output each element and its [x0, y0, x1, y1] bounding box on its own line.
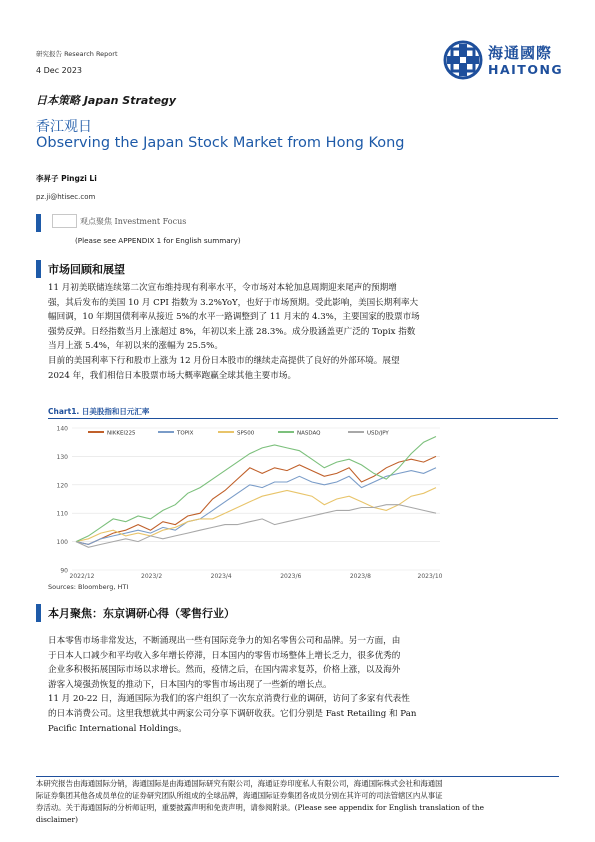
paragraph-line: 日本零售市场非常发达，不断涌现出一些有国际竞争力的知名零售公司和品牌。另一方面，由 [48, 636, 401, 646]
paragraph-line: 企业多积极拓展国际市场以求增长。然而，疫情之后，在国内需求复苏，价格上涨，以及海外 [48, 665, 401, 676]
x-tick-label: 2023/6 [280, 573, 302, 580]
legend-label: SP500 [237, 430, 255, 437]
series-line [76, 437, 436, 542]
disclaimer-line: 际证券集团其他各成员单位的证券研究团队所组成的全球品牌，海通国际证券集团各成员分别在其许可的司法管辖区内从事证 [36, 791, 443, 800]
series-line [76, 488, 436, 542]
section-body-review [48, 281, 558, 383]
author-name: 李昇子 Pingzi Li [36, 174, 97, 183]
paragraph-line: 11 月初美联储连续第二次宣布维持现有利率水平，令市场对本轮加息周期迎来尾声的预期增 [48, 283, 397, 293]
y-tick-label: 110 [56, 510, 68, 518]
legend-label: USD/JPY [367, 430, 389, 437]
disclaimer-line: disclaimer) [36, 815, 78, 824]
section-body-focus [48, 634, 558, 736]
y-tick-label: 90 [60, 567, 68, 575]
section-title-review: 市场回顾和展望 [48, 263, 125, 276]
title-cn: 香江观日 [36, 119, 92, 135]
logo-text-cn: 海通國際 [488, 44, 553, 62]
x-tick-label: 2023/2 [141, 573, 163, 580]
report-type: 研究报告 Research Report [36, 50, 118, 58]
x-tick-label: 2023/10 [417, 573, 443, 580]
disclaimer-line: 本研究报告由海通国际分销，海通国际是由海通国际研究有限公司，海通证券印度私人有限公司，海通国际株式会社和海通国 [36, 779, 443, 788]
chart-title-rule [48, 418, 558, 419]
paragraph-line: 当月上涨 5.4%，年初以来的涨幅为 25.5%。 [48, 341, 223, 352]
disclaimer [36, 778, 559, 826]
paragraph-line: 游客入境强劲恢复的推动下，日本国内的零售市场出现了一些新的增长点。 [48, 679, 332, 690]
logo-text-en: HAITONG [488, 62, 564, 77]
paragraph-line: 强，其后发布的美国 10 月 CPI 指数为 3.2%YoY，也好于市场预期。受此影响，美国长期利率大 [48, 297, 419, 308]
focus-marker [36, 214, 41, 232]
paragraph-line: 目前的美国利率下行和股市上涨为 12 月份日本股市的继续走高提供了良好的外部环境。展望 [48, 355, 400, 366]
series-line [76, 456, 436, 544]
legend-label: NASDAQ [297, 430, 321, 437]
paragraph-line: 2024 年，我们相信日本股票市场大概率跑赢全球其他主要市场。 [48, 370, 297, 381]
y-tick-label: 140 [56, 425, 68, 433]
x-tick-label: 2023/8 [349, 573, 371, 580]
paragraph-line: 幅回调，10 年期国债利率从接近 5%的水平一路调整到了 11 月末的 4.3%，主要国家的股票市场 [48, 312, 420, 323]
chart-title: Chart1. 日美股指和日元汇率 [48, 407, 150, 416]
section-marker [36, 604, 41, 622]
chart-source: Sources: Bloomberg, HTI [48, 583, 129, 591]
y-tick-label: 100 [56, 539, 68, 547]
focus-note: (Please see APPENDIX 1 for English summary) [75, 236, 241, 245]
title-en: Observing the Japan Stock Market from Hong Kong [36, 135, 405, 151]
paragraph-line: 于日本人口减少和平均收入多年增长停滞，日本国内的零售市场整体上增长乏力，很多优秀的 [48, 650, 401, 661]
y-tick-label: 130 [56, 453, 68, 461]
paragraph-line: 强势反弹。日经指数当月上涨超过 8%，年初以来上涨 28.3%。成分股涵盖更广泛的 Topix 指数 [48, 326, 416, 337]
disclaimer-line: 券活动。关于海通国际的分析师证明，重要披露声明和免责声明，请参阅附录。(Please see appendix for English translation of the [36, 803, 485, 812]
paragraph-line: Pacific International Holdings。 [48, 723, 187, 734]
section-marker [36, 260, 41, 278]
haitong-logo-icon [443, 40, 483, 80]
footer-rule [36, 776, 559, 777]
focus-label: 观点聚焦 Investment Focus [80, 217, 187, 226]
author-email[interactable]: pz.ji@htisec.com [36, 193, 96, 201]
x-tick-label: 2023/4 [210, 573, 232, 580]
paragraph-line: 11 月 20-22 日，海通国际为我们的客户组织了一次东京消费行业的调研，访问了多家有代表性 [48, 694, 410, 705]
line-chart [48, 420, 448, 580]
legend-label: NIKKEI225 [107, 430, 136, 437]
paragraph-line: 的日本消费公司。这里我想就其中两家公司分享下调研收获。它们分别是 Fast Retailing 和 Pan [48, 708, 417, 719]
category-label: 日本策略 Japan Strategy [36, 94, 177, 107]
legend-label: TOPIX [177, 430, 194, 437]
report-date: 4 Dec 2023 [36, 66, 83, 75]
x-tick-label: 2022/12 [69, 573, 95, 580]
y-tick-label: 120 [56, 482, 68, 490]
series-line [76, 505, 436, 548]
section-title-focus: 本月聚焦：东京调研心得（零售行业） [48, 607, 235, 620]
focus-box [52, 214, 77, 228]
